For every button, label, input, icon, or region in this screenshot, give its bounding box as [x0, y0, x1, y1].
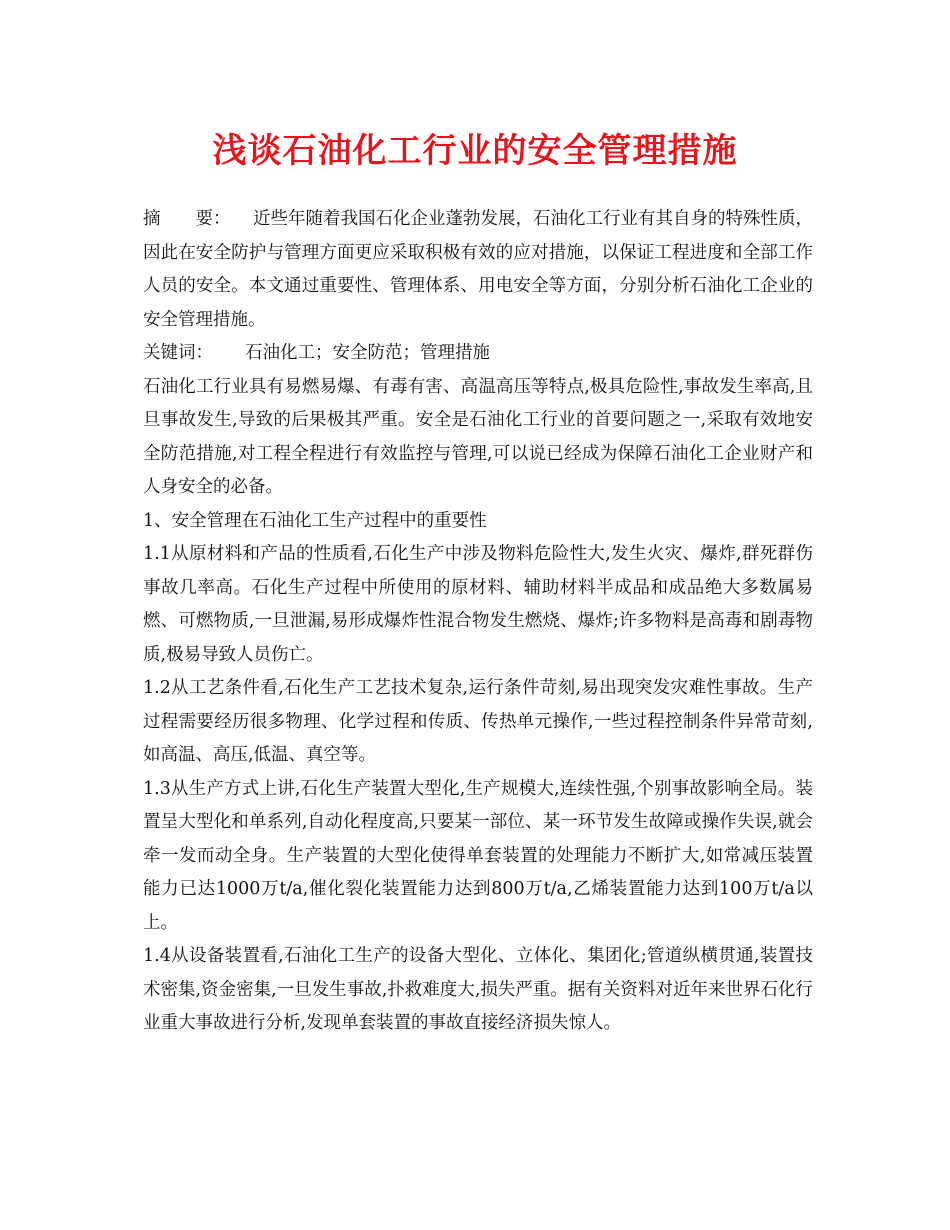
abstract-paragraph [143, 203, 813, 337]
body-paragraph: 1.1从原材料和产品的性质看,石化生产中涉及物料危险性大,发生火灾、爆炸,群死群伤事故几率高。石化生产过程中所使用的原材料、辅助材料半成品和成品绝大多数属易燃、可燃物质,一旦泄漏,易形成爆炸性混合物发生燃烧、爆炸;许多物料是高毒和剧毒物质,极易导致人员伤亡。 [143, 544, 813, 665]
abstract-text: 近些年随着我国石化企业蓬勃发展，石油化工行业有其自身的特殊性质，因此在安全防护与管理方面更应采取积极有效的应对措施，以保证工程进度和全部工作人员的安全。本文通过重要性、管理体系、用电安全等方面，分别分析石油化工企业的安全管理措施。 [143, 209, 813, 330]
intro-paragraph: 石油化工行业具有易燃易爆、有毒有害、高温高压等特点,极具危险性,事故发生率高,且旦事故发生,导致的后果极其严重。安全是石油化工行业的首要问题之一,采取有效地安全防范措施,对工程全程进行有效监控与管理,可以说已经成为保障石油化工企业财产和人身安全的必备。 [143, 376, 813, 497]
abstract-label: 摘 要： [143, 209, 231, 229]
keywords-paragraph [143, 337, 813, 371]
document-body [143, 203, 813, 1041]
keywords-label: 关键词： [143, 343, 213, 363]
body-paragraph: 1.3从生产方式上讲,石化生产装置大型化,生产规模大,连续性强,个别事故影响全局。装置呈大型化和单系列,自动化程度高,只要某一部位、某一环节发生故障或操作失误,就会牵一发而动全身。生产装置的大型化使得单套装置的处理能力不断扩大,如常减压装置能力已达1000万t/a,催化裂化装置能力达到800万t/a,乙烯装置能力达到100万t/a以上。 [143, 778, 813, 933]
document-title: 浅谈石油化工行业的安全管理措施 [212, 131, 738, 171]
section-heading: 1、安全管理在石油化工生产过程中的重要性 [143, 510, 487, 531]
keywords-text: 石油化工；安全防范；管理措施 [245, 343, 490, 363]
body-paragraph: 1.2从工艺条件看,石化生产工艺技术复杂,运行条件苛刻,易出现突发灾难性事故。生产过程需要经历很多物理、化学过程和传质、传热单元操作,一些过程控制条件异常苛刻,如高温、高压,低温、真空等。 [143, 678, 813, 765]
body-paragraph: 1.4从设备装置看,石油化工生产的设备大型化、立体化、集团化;管道纵横贯通,装置技术密集,资金密集,一旦发生事故,扑救难度大,损失严重。据有关资料对近年来世界石化行业重大事故进行分析,发现单套装置的事故直接经济损失惊人。 [143, 946, 813, 1033]
